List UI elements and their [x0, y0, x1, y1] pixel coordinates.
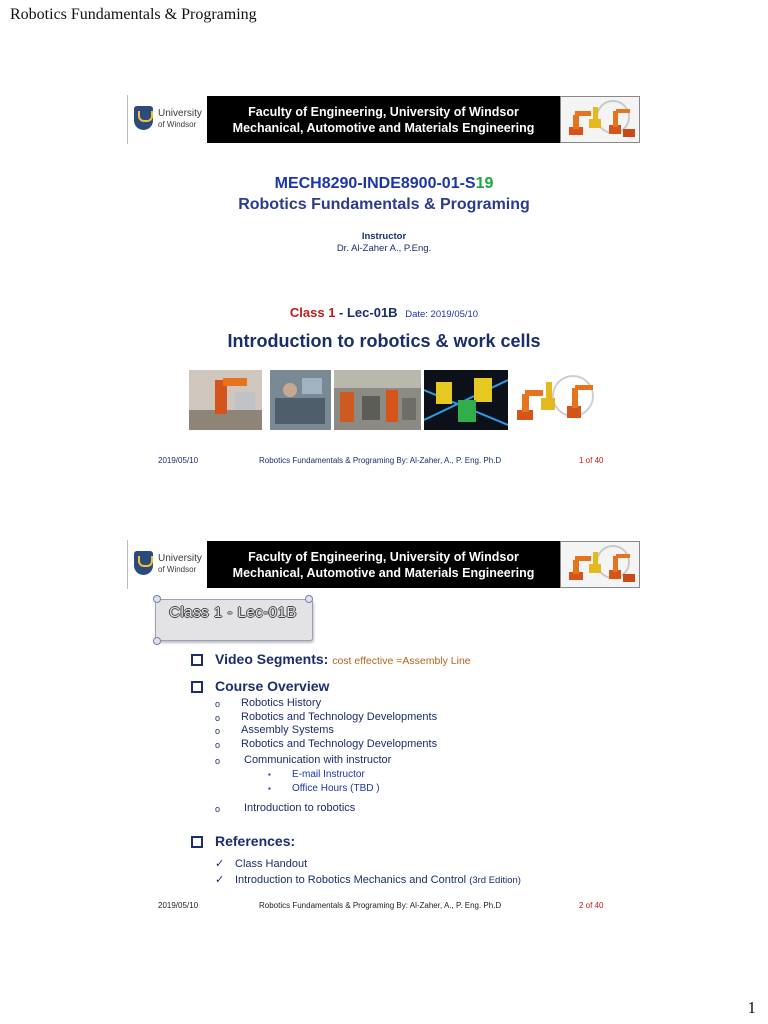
small-square-bullet-icon: ▪: [268, 770, 271, 779]
robot-arm-image: [560, 96, 640, 143]
banner-line-1: Faculty of Engineering, University of Windsor: [248, 105, 519, 119]
checkmark-icon: ✓: [215, 858, 225, 870]
banner-title-box: [207, 541, 560, 588]
robot-photo-3: [334, 370, 421, 430]
class-date: Date: 2019/05/10: [405, 309, 479, 320]
robot-photo-1: [189, 370, 262, 430]
university-logo: [127, 540, 208, 589]
square-bullet-icon: [191, 836, 203, 848]
course-code: MECH8290-INDE8900-01-S19: [274, 175, 494, 192]
class-line: [127, 305, 641, 320]
slide-1: [127, 95, 641, 475]
banner-line-2: Mechanical, Automotive and Materials Engineering: [232, 121, 535, 135]
course-year: 19: [475, 175, 494, 192]
circle-bullet-icon: o: [215, 740, 221, 750]
circle-bullet-icon: o: [215, 756, 221, 766]
logo-line-2: of Windsor: [158, 565, 197, 574]
robot-photo-2: [270, 370, 331, 430]
video-segments-item: Video Segments: cost effective =Assembly Line: [215, 651, 471, 667]
university-shield-icon: [134, 551, 153, 575]
footer-date: 2019/05/10: [158, 456, 199, 465]
circle-bullet-icon: o: [215, 726, 221, 736]
checkmark-icon: ✓: [215, 874, 225, 886]
slide-banner: [127, 540, 641, 589]
logo-line-1: University: [158, 553, 202, 564]
footer-page: 1 of 40: [579, 456, 604, 465]
banner-line-2: Mechanical, Automotive and Materials Engineering: [232, 566, 535, 580]
course-name: Robotics Fundamentals & Programing: [238, 196, 530, 213]
circle-bullet-icon: o: [215, 713, 221, 723]
overview-item: Robotics and Technology Developments: [241, 711, 438, 723]
robot-photo-4: [424, 370, 508, 430]
course-overview-heading: Course Overview: [215, 678, 330, 694]
overview-item: Introduction to robotics: [244, 802, 356, 814]
reference-edition: (3rd Edition): [469, 875, 521, 886]
square-bullet-icon: [191, 681, 203, 693]
video-note: cost effective =Assembly Line: [332, 655, 471, 667]
circle-bullet-icon: o: [215, 804, 221, 814]
communication-subitem: Office Hours (TBD ): [292, 783, 380, 794]
document-header: Robotics Fundamentals & Programing: [10, 6, 257, 23]
overview-item: Robotics and Technology Developments: [241, 738, 438, 750]
instructor-label: Instructor: [361, 231, 407, 242]
circle-bullet-icon: o: [215, 699, 221, 709]
communication-subitem: E-mail Instructor: [292, 769, 365, 780]
footer-date: 2019/05/10: [158, 901, 199, 910]
scroll-knob-icon: [153, 637, 161, 645]
university-logo: [127, 95, 208, 144]
slide-2: [127, 540, 641, 920]
footer-credit: Robotics Fundamentals & Programing By: Al-Zaher, A., P. Eng. Ph.D: [259, 901, 502, 910]
scroll-knob-icon: [153, 595, 161, 603]
small-square-bullet-icon: ▪: [268, 784, 271, 793]
instructor-name: Dr. Al-Zaher A., P.Eng.: [336, 243, 432, 254]
scroll-knob-icon: [305, 595, 313, 603]
overview-item: Assembly Systems: [241, 724, 334, 736]
square-bullet-icon: [191, 654, 203, 666]
class-badge: [153, 595, 313, 643]
robot-photo-5: [511, 370, 601, 430]
lecture-title: Introduction to robotics & work cells: [227, 331, 541, 351]
robot-arm-image: [560, 541, 640, 588]
footer-page: 2 of 40: [579, 901, 604, 910]
class-badge-text: Class 1 - Lec-01B: [169, 604, 297, 621]
university-shield-icon: [134, 106, 153, 130]
banner-line-1: Faculty of Engineering, University of Windsor: [248, 550, 519, 564]
footer-credit: Robotics Fundamentals & Programing By: Al-Zaher, A., P. Eng. Ph.D: [259, 456, 502, 465]
overview-item: Robotics History: [241, 697, 322, 709]
references-heading: References:: [215, 833, 296, 849]
logo-line-1: University: [158, 108, 202, 119]
lecture-label: - Lec-01B: [335, 305, 398, 320]
class-label: Class 1: [289, 305, 336, 320]
overview-item: Communication with instructor: [244, 754, 392, 766]
page-number: 1: [747, 998, 756, 1017]
reference-item: Class Handout: [235, 858, 308, 870]
logo-line-2: of Windsor: [158, 120, 197, 129]
slide-banner: [127, 95, 641, 144]
reference-item: Introduction to Robotics Mechanics and Control (3rd Edition): [235, 874, 521, 886]
banner-title-box: [207, 96, 560, 143]
